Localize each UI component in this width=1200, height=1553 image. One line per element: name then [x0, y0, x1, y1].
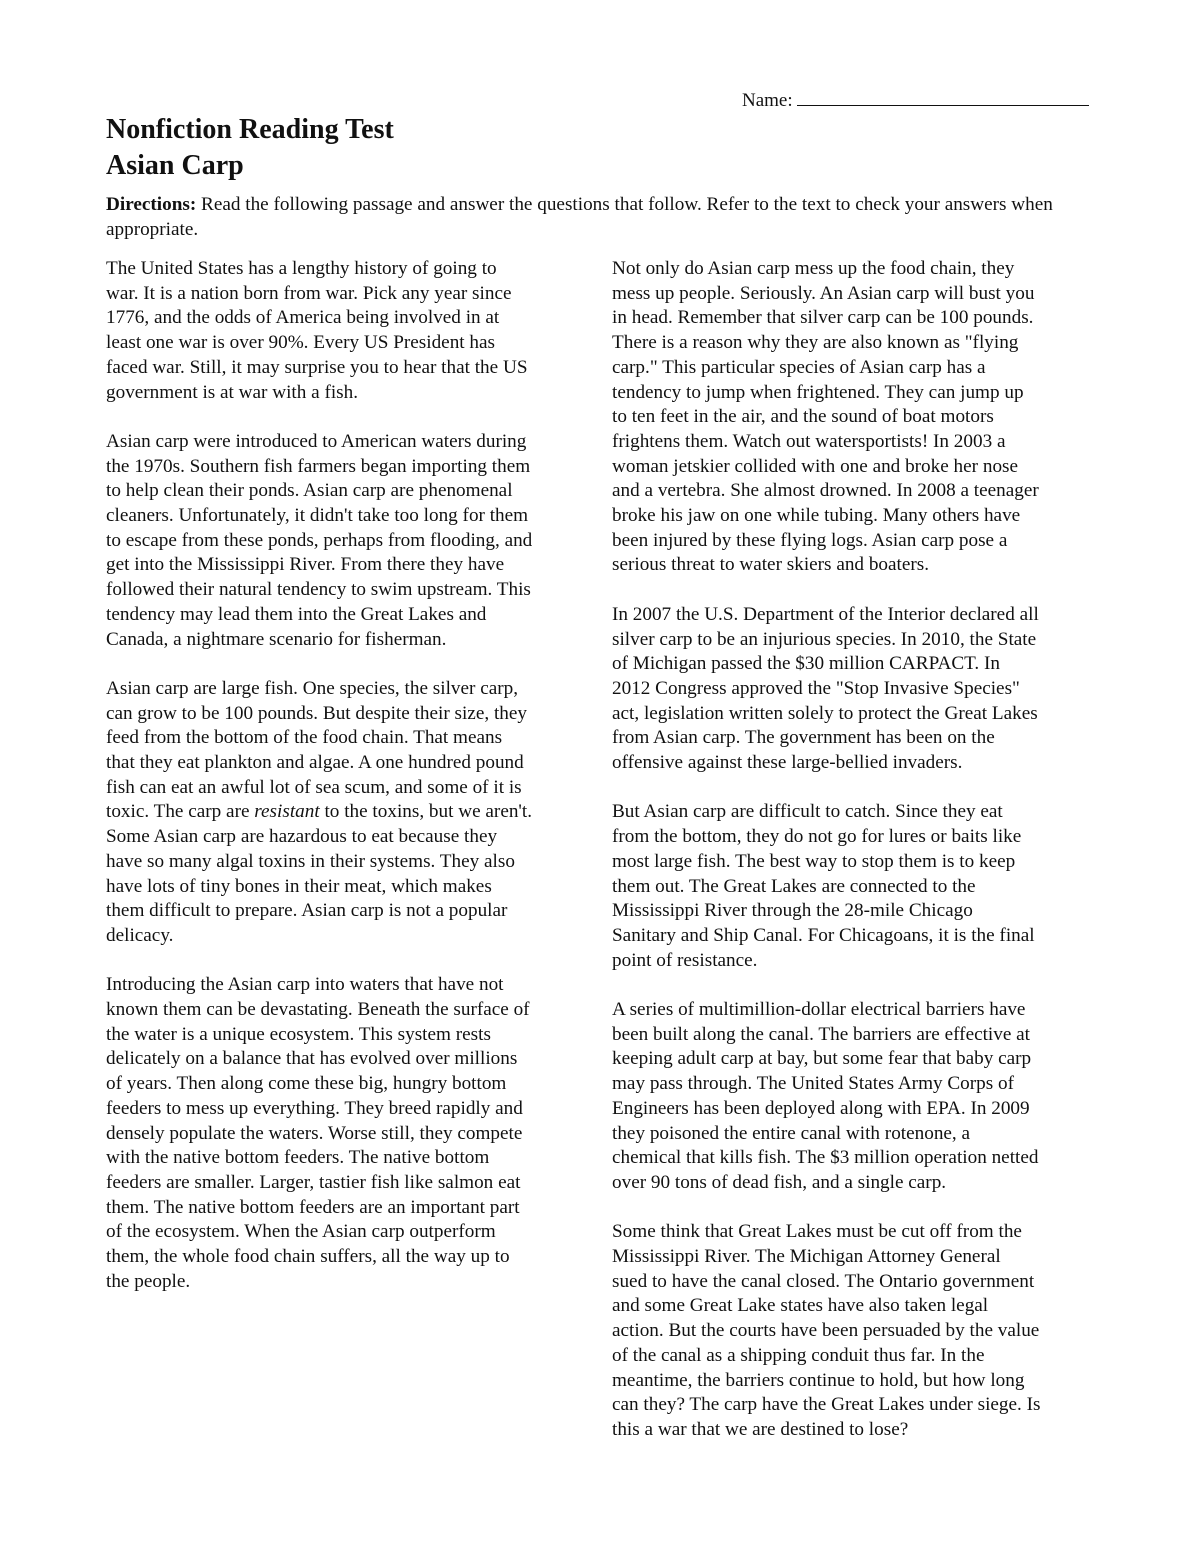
- passage-paragraph: [612, 603, 1102, 776]
- passage-paragraph: [106, 677, 596, 949]
- passage-line: feeders are smaller. Larger, tastier fish like salmon eat: [106, 1171, 521, 1193]
- passage-line: 2012 Congress approved the "Stop Invasive Species": [612, 677, 1020, 699]
- passage-line: Some think that Great Lakes must be cut off from the: [612, 1221, 1022, 1243]
- passage-line: Mississippi River. The Michigan Attorney General: [612, 1246, 1001, 1268]
- passage-line: But Asian carp are difficult to catch. Since they eat: [612, 801, 1003, 823]
- passage-line: delicately on a balance that has evolved over millions: [106, 1048, 518, 1070]
- passage-line: broke his jaw on one while tubing. Many others have: [612, 505, 1021, 527]
- title-line-1: Nonfiction Reading Test: [106, 114, 394, 145]
- passage-line: tendency to jump when frightened. They can jump up: [612, 381, 1024, 403]
- passage-line: and a vertebra. She almost drowned. In 2008 a teenager: [612, 480, 1039, 502]
- passage-line: been injured by these flying logs. Asian carp pose a: [612, 529, 1008, 551]
- passage-line: get into the Mississippi River. From there they have: [106, 554, 505, 576]
- passage-line: government is at war with a fish.: [106, 381, 359, 403]
- passage-line: to escape from these ponds, perhaps from flooding, and: [106, 529, 533, 551]
- passage-line: fish can eat an awful lot of sea scum, and some of it is: [106, 776, 522, 798]
- passage-line: meantime, the barriers continue to hold, but how long: [612, 1369, 1025, 1391]
- title-line-2: Asian Carp: [106, 150, 244, 181]
- page-title: [106, 112, 394, 184]
- passage-line: In 2007 the U.S. Department of the Interior declared all: [612, 603, 1039, 625]
- passage-line: with the native bottom feeders. The native bottom: [106, 1147, 490, 1169]
- passage-line: feeders to mess up everything. They breed rapidly and: [106, 1097, 523, 1119]
- passage-line: them, the whole food chain suffers, all the way up to: [106, 1246, 510, 1268]
- passage-line: feed from the bottom of the food chain. That means: [106, 727, 503, 749]
- passage-line: of years. Then along come these big, hungry bottom: [106, 1073, 507, 1095]
- passage-line: them difficult to prepare. Asian carp is not a popular: [106, 900, 508, 922]
- passage-line: from Asian carp. The government has been on the: [612, 727, 995, 749]
- passage-line: Asian carp are large fish. One species, the silver carp,: [106, 677, 519, 699]
- passage-line: There is a reason why they are also known as "flying: [612, 332, 1019, 354]
- passage-line: to help clean their ponds. Asian carp are phenomenal: [106, 480, 513, 502]
- passage-line: can grow to be 100 pounds. But despite their size, they: [106, 702, 527, 724]
- passage-line: in head. Remember that silver carp can be 100 pounds.: [612, 307, 1034, 329]
- passage-line: tendency may lead them into the Great Lakes and: [106, 603, 487, 625]
- passage-paragraph: [612, 998, 1102, 1196]
- passage-line: them out. The Great Lakes are connected to the: [612, 875, 976, 897]
- passage-line: serious threat to water skiers and boaters.: [612, 554, 930, 576]
- passage-line: least one war is over 90%. Every US President has: [106, 332, 495, 354]
- passage-line: most large fish. The best way to stop them is to keep: [612, 850, 1016, 872]
- passage-line: The United States has a lengthy history of going to: [106, 258, 497, 279]
- passage-line: and some Great Lake states have also taken legal: [612, 1295, 989, 1317]
- directions-label: Directions:: [106, 194, 197, 215]
- left-column: [106, 257, 596, 1319]
- passage-line: woman jetskier collided with one and broke her nose: [612, 455, 1019, 477]
- right-column: [612, 257, 1102, 1467]
- passage-line: to ten feet in the air, and the sound of boat motors: [612, 406, 994, 428]
- passage-paragraph: [106, 973, 596, 1294]
- passage-line: they poisoned the entire canal with rotenone, a: [612, 1122, 971, 1144]
- passage-paragraph: [612, 257, 1102, 578]
- directions: [106, 193, 1096, 242]
- passage-paragraph: [106, 430, 596, 652]
- passage-line: action. But the courts have been persuaded by the value: [612, 1320, 1040, 1342]
- passage-line: densely populate the waters. Worse still, they compete: [106, 1122, 523, 1144]
- passage-line: 1776, and the odds of America being involved in at: [106, 307, 500, 329]
- passage-line: the 1970s. Southern fish farmers began importing them: [106, 455, 531, 477]
- passage-line: mess up people. Seriously. An Asian carp will bust you: [612, 282, 1035, 304]
- passage-line: delicacy.: [106, 924, 174, 946]
- passage-line: of the canal as a shipping conduit thus far. In the: [612, 1344, 985, 1366]
- passage-line: carp." This particular species of Asian carp has a: [612, 356, 986, 378]
- passage-line: can they? The carp have the Great Lakes under siege. Is: [612, 1394, 1041, 1416]
- passage-line: cleaners. Unfortunately, it didn't take too long for them: [106, 505, 529, 527]
- passage-line: Engineers has been deployed along with EPA. In 2009: [612, 1097, 1030, 1119]
- passage-line: act, legislation written solely to protect the Great Lakes: [612, 702, 1038, 724]
- passage-line: keeping adult carp at bay, but some fear that baby carp: [612, 1048, 1032, 1070]
- passage-line: this a war that we are destined to lose?: [612, 1418, 909, 1440]
- passage-line: of Michigan passed the $30 million CARPACT. In: [612, 653, 1001, 675]
- passage-line: A series of multimillion-dollar electrical barriers have: [612, 999, 1026, 1021]
- passage-line: from the bottom, they do not go for lures or baits like: [612, 826, 1022, 848]
- passage-line: chemical that kills fish. The $3 million operation netted: [612, 1147, 1039, 1169]
- passage-line: Some Asian carp are hazardous to eat because they: [106, 826, 498, 848]
- passage-line: sued to have the canal closed. The Ontario government: [612, 1270, 1035, 1292]
- passage-line: been built along the canal. The barriers are effective at: [612, 1023, 1031, 1045]
- name-label: Name:: [742, 90, 793, 111]
- name-field: [742, 88, 1089, 112]
- passage-paragraph: [612, 1220, 1102, 1442]
- passage-line: may pass through. The United States Army Corps of: [612, 1073, 1015, 1095]
- name-blank-line: [797, 88, 1089, 106]
- passage-line: known them can be devastating. Beneath the surface of: [106, 999, 530, 1021]
- passage-line: faced war. Still, it may surprise you to hear that the US: [106, 356, 528, 378]
- passage-line: have lots of tiny bones in their meat, which makes: [106, 875, 492, 897]
- passage-line: the people.: [106, 1270, 191, 1292]
- directions-text: Read the following passage and answer the questions that follow. Refer to the text to check your answers when appropriate.: [106, 194, 1053, 240]
- passage-line: have so many algal toxins in their systems. They also: [106, 850, 515, 872]
- passage-paragraph: [106, 257, 596, 405]
- passage-line: followed their natural tendency to swim upstream. This: [106, 579, 531, 601]
- passage-line: toxic. The carp are resistant to the toxins, but we aren't.: [106, 801, 533, 823]
- passage-line: Sanitary and Ship Canal. For Chicagoans, it is the final: [612, 924, 1035, 946]
- passage-paragraph: [612, 800, 1102, 973]
- passage-line: them. The native bottom feeders are an important part: [106, 1196, 520, 1218]
- passage-line: war. It is a nation born from war. Pick any year since: [106, 282, 512, 304]
- passage-line: Mississippi River through the 28-mile Chicago: [612, 900, 973, 922]
- passage-line: of the ecosystem. When the Asian carp outperform: [106, 1221, 496, 1243]
- passage-line: that they eat plankton and algae. A one hundred pound: [106, 752, 524, 774]
- passage-line: point of resistance.: [612, 949, 758, 971]
- passage-line: frightens them. Watch out watersportists! In 2003 a: [612, 430, 1006, 452]
- passage-line: Asian carp were introduced to American waters during: [106, 430, 527, 452]
- passage-line: Not only do Asian carp mess up the food chain, they: [612, 258, 1015, 279]
- passage-line: Introducing the Asian carp into waters that have not: [106, 974, 504, 996]
- passage-line: Canada, a nightmare scenario for fisherman.: [106, 628, 447, 650]
- passage-line: silver carp to be an injurious species. In 2010, the State: [612, 628, 1037, 650]
- passage-line: offensive against these large-bellied invaders.: [612, 752, 963, 774]
- passage-line: over 90 tons of dead fish, and a single carp.: [612, 1171, 947, 1193]
- passage-line: the water is a unique ecosystem. This system rests: [106, 1023, 491, 1045]
